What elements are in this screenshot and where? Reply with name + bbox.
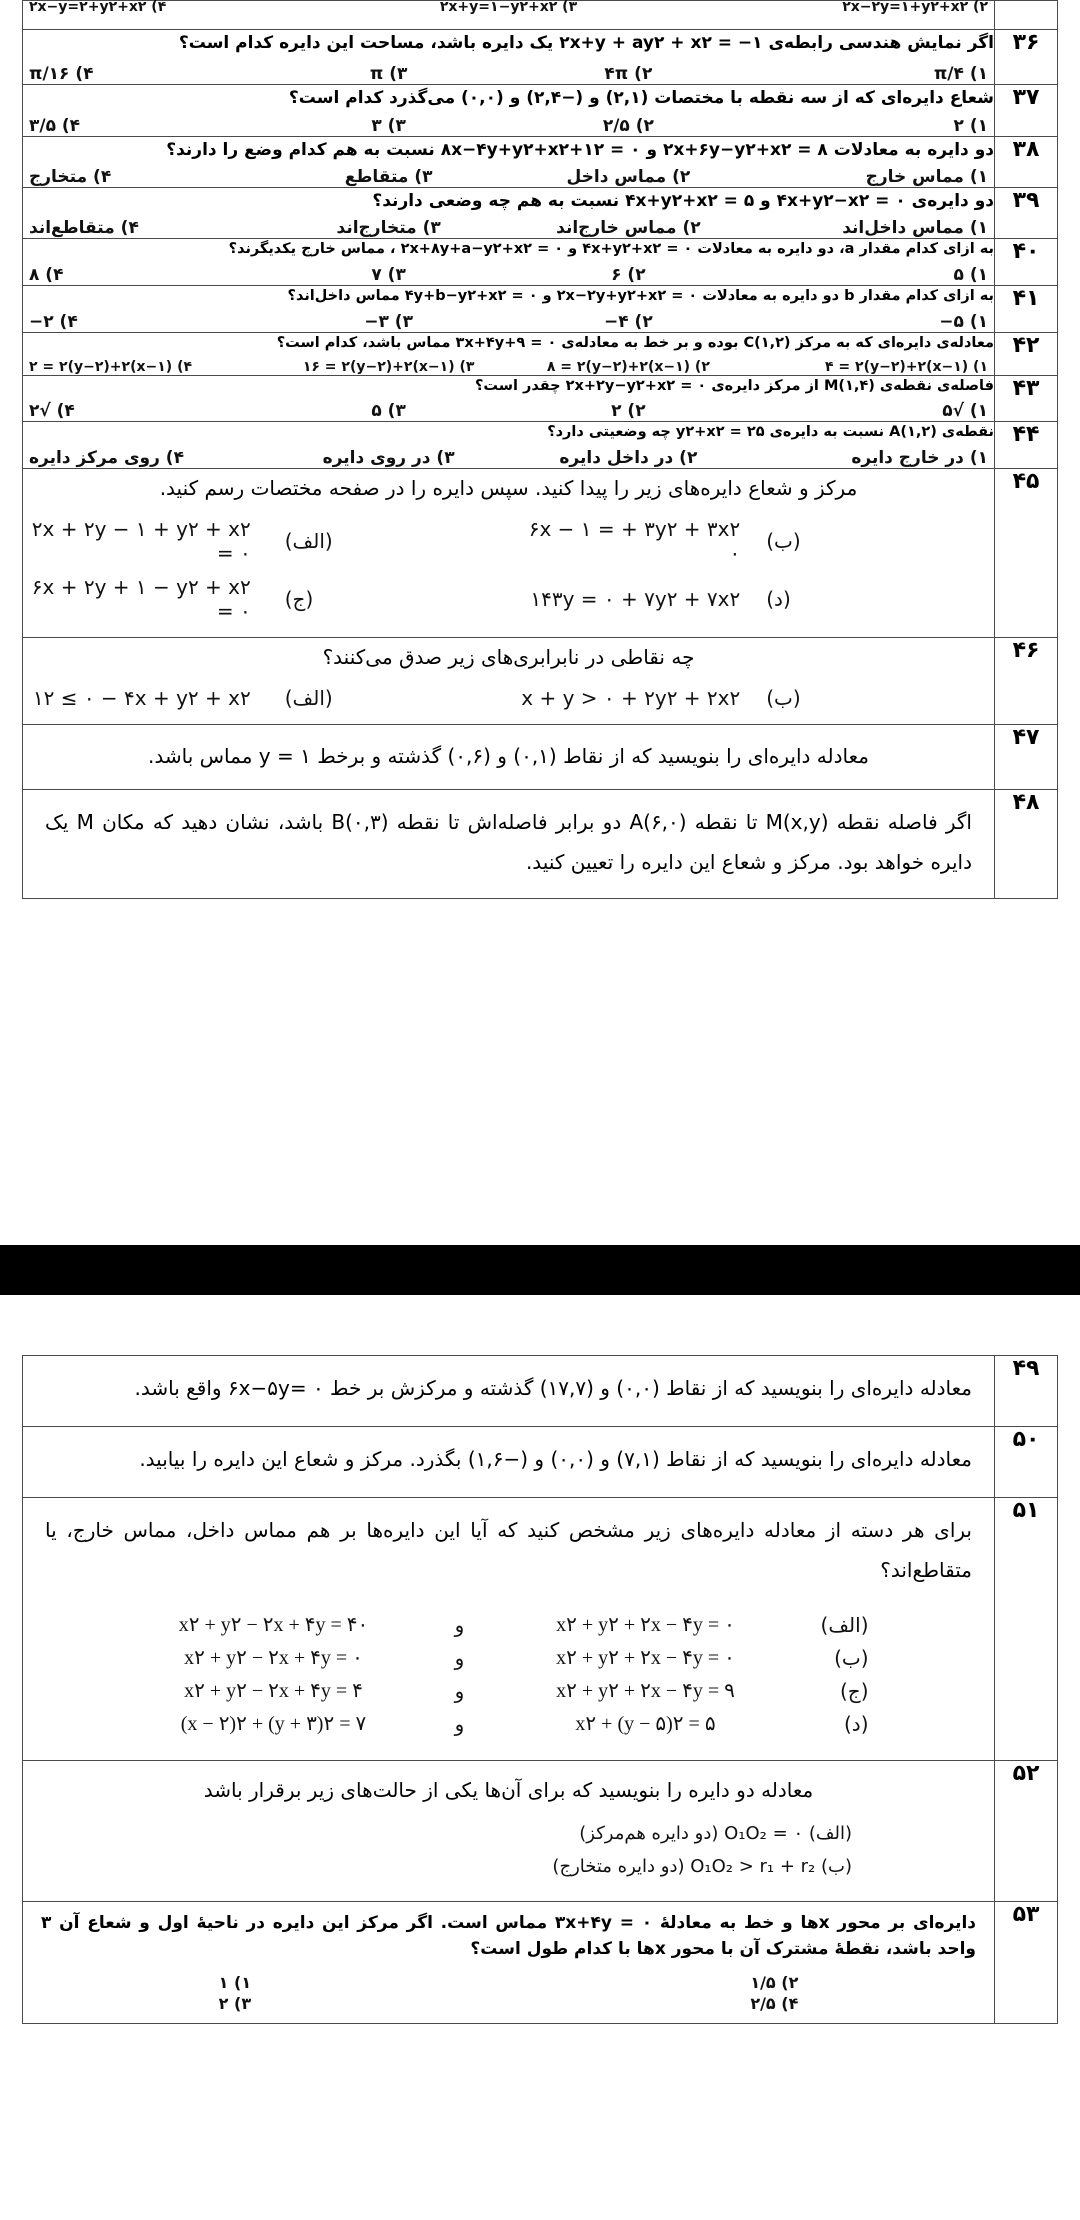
equation-item: ۷x٢ + ۷y٢ + ۱۴۳y = ۰ bbox=[530, 587, 741, 612]
question-stem: به ازای کدام مقدار b دو دایره به معادلات ۰ = x٢+y٢+۲x−۲y و ۰ = x٢+y٢−۴y+b مماس داخل‌اند؟ bbox=[287, 288, 994, 305]
pair-conjunction: و bbox=[454, 1645, 465, 1670]
option-item: ۲) در داخل دایره bbox=[559, 448, 698, 469]
equation-item: (ب) bbox=[766, 529, 801, 554]
table-row bbox=[23, 1427, 1058, 1498]
option-item: ۴) x٢+y٢+۲x−y=۲ bbox=[28, 0, 167, 15]
question-body bbox=[23, 1356, 995, 1427]
option-item: ۱) مماس خارج bbox=[865, 167, 988, 188]
option-item: ۲) ۴π bbox=[604, 64, 653, 85]
section-one bbox=[0, 0, 1058, 899]
table-row bbox=[23, 1498, 1058, 1761]
question-stem: برای هر دسته از معادله دایره‌های زیر مشخص کنید که آیا این دایره‌ها بر هم مماس داخل، مماس خارج، یا متقاطع‌اند؟ bbox=[45, 1518, 972, 1582]
question-body bbox=[23, 725, 995, 790]
question-number: ۴۴ bbox=[995, 422, 1058, 469]
option-item: ۴) ۸ bbox=[29, 265, 64, 286]
option-item: ۳) (x−۱)٢+(y−۲)٢ = ۱۶ bbox=[302, 358, 475, 375]
equation-pair bbox=[45, 1678, 972, 1703]
equation-item: (ج) bbox=[284, 587, 314, 612]
table-row bbox=[23, 1356, 1058, 1427]
question-stem: فاصله‌ی نقطه‌ی M(۱,۴) از مرکز دایره‌ی ۰ = x٢+y٢−۲x+۲y چقدر است؟ bbox=[474, 377, 994, 394]
equation-item: x٢ + ۴x + y٢ − ۱۲ ≤ ۰ bbox=[32, 686, 251, 711]
option-list bbox=[23, 312, 994, 332]
pair-equation-left: x٢ + y٢ + ۲x − ۴y = ۰ bbox=[556, 1614, 735, 1636]
pair-equation-right: x٢ + y٢ − ۲x + ۴y = ۴۰ bbox=[178, 1614, 369, 1636]
pair-equation-right: x٢ + y٢ − ۲x + ۴y = ۴ bbox=[184, 1680, 363, 1702]
option-item: ۲) ۶ bbox=[611, 265, 646, 286]
question-stem: چه نقاطی در نابرابری‌های زیر صدق می‌کنند؟ bbox=[322, 645, 695, 670]
question-stem: دو دایره به معادلات ۸ = x٢+y٢−۲x+۶y و ۰ = ۱۲+x٢+y٢+۸x−۴y نسبت به هم کدام وضع را دارند؟ bbox=[166, 139, 994, 160]
table-row bbox=[23, 188, 1058, 239]
option-item: ۴) √۲ bbox=[29, 401, 75, 422]
question-stem: دایره‌ای بر محور xها و خط به معادلهٔ ۰ = ۳x+۴y مماس است. اگر مرکز این دایره در ناحیهٔ اول و شعاع آن ۳ واحد باشد، نقطهٔ مشترک آن با محور xها با کدام طول است؟ bbox=[41, 1913, 977, 1960]
question-number: ۴۷ bbox=[995, 725, 1058, 790]
option-item: ۲) مماس خارج‌اند bbox=[556, 218, 701, 239]
pair-equation-left: x٢ + y٢ + ۲x − ۴y = ۰ bbox=[556, 1647, 735, 1669]
question-body bbox=[23, 1, 995, 30]
option-grid bbox=[41, 1973, 976, 2013]
pair-equation-left: x٢ + (y − ۵)٢ = ۵ bbox=[575, 1713, 716, 1735]
option-item: ۲) x٢+y٢+۲x−۲y=۱ bbox=[842, 0, 988, 15]
option-item: ۳) در روی دایره bbox=[322, 448, 455, 469]
option-item: ۱) ۲ bbox=[953, 115, 988, 136]
pair-conjunction: و bbox=[454, 1612, 465, 1637]
page-separator-band bbox=[0, 1245, 1080, 1295]
question-stem: اگر نمایش هندسی رابطه‌ی ۱− = x٢ + ay٢ + ۲x+y یک دایره باشد، مساحت این دایره کدام است؟ bbox=[178, 33, 994, 53]
option-list bbox=[23, 116, 994, 136]
equation-row bbox=[23, 517, 994, 565]
question-number: ۴۸ bbox=[995, 790, 1058, 899]
equation-item: ۲x٢ + ۲y٢ + x + y > ۰ bbox=[521, 686, 741, 711]
question-body bbox=[23, 1498, 995, 1761]
equation-item: (ب) bbox=[766, 686, 801, 711]
equation-item: x٢ + y٢ + ۲x + ۲y − ۱ = ۰ bbox=[31, 517, 251, 566]
pair-label: (د) bbox=[843, 1711, 869, 1736]
question-body bbox=[23, 188, 995, 239]
question-number: ۴۰ bbox=[995, 239, 1058, 286]
option-item: ۴) (x−۱)٢+(y−۲)٢ = ۲ bbox=[29, 358, 193, 375]
question-body bbox=[23, 1761, 995, 1902]
equation-item: x٢ + y٢ − ۶x + ۲y + ۱ = ۰ bbox=[31, 575, 251, 624]
question-body bbox=[23, 790, 995, 899]
equation-item: ۳x٢ + ۳y٢ + ۶x − ۱ = ۰ bbox=[528, 517, 741, 566]
option-item: ۲) (x−۱)٢+(y−۲)٢ = ۸ bbox=[546, 358, 710, 375]
question-body bbox=[23, 239, 995, 286]
question-stem: معادله دایره‌ای را بنویسید که از نقاط (۷,۱) و (۰,۰) و (−۱,۶) بگذرد. مرکز و شعاع این دایره را بیابید. bbox=[139, 1447, 972, 1471]
question-body bbox=[23, 422, 995, 469]
questions-table-2 bbox=[22, 1355, 1058, 2024]
question-number: ۵۰ bbox=[995, 1427, 1058, 1498]
equation-pair bbox=[45, 1711, 972, 1736]
question-number bbox=[995, 1, 1058, 30]
option-item: ۲) ۲ bbox=[611, 401, 646, 422]
question-stem: دو دایره‌ی ۰ = x٢−۴x+y٢ و ۵ = x٢+۴x+y٢ نسبت به هم چه وضعی دارند؟ bbox=[372, 191, 994, 212]
table-row bbox=[23, 239, 1058, 286]
option-item: ۳) ۳− bbox=[364, 311, 413, 332]
question-body bbox=[23, 30, 995, 85]
question-stem: معادله دایره‌ای را بنویسید که از نقاط (۰,۱) و (۰,۶) گذشته و برخط ۱ = y مماس باشد. bbox=[148, 744, 869, 769]
question-number: ۳۷ bbox=[995, 85, 1058, 136]
pair-label: (ج) bbox=[839, 1678, 869, 1703]
table-row bbox=[23, 422, 1058, 469]
option-item: ۱) در خارج دایره bbox=[851, 448, 988, 469]
pair-label: (الف) bbox=[820, 1612, 869, 1637]
option-item: ۳) ۳ bbox=[371, 115, 406, 136]
pair-conjunction: و bbox=[454, 1711, 465, 1736]
option-item: ۱) مماس داخل‌اند bbox=[842, 218, 988, 239]
option-item: ۲) ۴− bbox=[604, 311, 653, 332]
equation-pair bbox=[45, 1645, 972, 1670]
option-list bbox=[23, 448, 994, 468]
option-grid-row bbox=[219, 1973, 799, 1992]
option-item: ۱) ۱ bbox=[218, 1972, 252, 1992]
section-two bbox=[0, 1355, 1058, 2024]
question-number: ۳۸ bbox=[995, 136, 1058, 187]
option-list bbox=[23, 218, 994, 238]
question-number: ۴۱ bbox=[995, 286, 1058, 333]
option-list bbox=[23, 0, 994, 15]
pair-equation-left: x٢ + y٢ + ۲x − ۴y = ۹ bbox=[556, 1680, 735, 1702]
table-row bbox=[23, 1, 1058, 30]
table-row bbox=[23, 136, 1058, 187]
pair-equation-right: x٢ + y٢ − ۲x + ۴y = ۰ bbox=[184, 1647, 363, 1669]
question-stem: شعاع دایره‌ای که از سه نقطه با مختصات (۲,۱) و (−۲,۴) و (۰,۰) می‌گذرد کدام است؟ bbox=[288, 88, 994, 109]
pair-conjunction: و bbox=[454, 1678, 465, 1703]
option-item: ۲) ۲/۵ bbox=[602, 115, 654, 136]
option-item: ۴) ۲− bbox=[29, 311, 78, 332]
question-number: ۵۳ bbox=[995, 1902, 1058, 2024]
table-row bbox=[23, 1902, 1058, 2024]
question-number: ۴۶ bbox=[995, 638, 1058, 725]
question-stem: مرکز و شعاع دایره‌های زیر را پیدا کنید. سپس دایره را در صفحه مختصات رسم کنید. bbox=[159, 476, 858, 501]
question-stem: به ازای کدام مقدار a، دو دایره به معادلات ۰ = x٢+y٢+۴x و ۰ = x٢+y٢−۲x+۸y+a ، مماس خارج یکدیگرند؟ bbox=[228, 241, 994, 258]
option-item: ۴) π/۱۶ bbox=[29, 64, 94, 85]
question-body bbox=[23, 286, 995, 333]
option-item: ۴) متقاطع‌اند bbox=[29, 218, 139, 239]
question-body bbox=[23, 375, 995, 422]
equation-pair bbox=[45, 1612, 972, 1637]
question-stem: معادله دایره‌ای را بنویسید که از نقاط (۰,۰) و (۱۷,۷) گذشته و مرکزش بر خط ۰ =۶x−۵y واقع باشد. bbox=[134, 1376, 972, 1400]
option-item: ۳) π bbox=[369, 64, 408, 85]
equation-row bbox=[23, 575, 994, 623]
question-body bbox=[23, 136, 995, 187]
table-row bbox=[23, 332, 1058, 375]
option-item: ۴) روی مرکز دایره bbox=[29, 448, 184, 469]
table-row bbox=[23, 790, 1058, 899]
question-body bbox=[23, 638, 995, 725]
table-row bbox=[23, 286, 1058, 333]
equation-item: (الف) bbox=[284, 686, 333, 711]
question-body bbox=[23, 1427, 995, 1498]
question-stem: نقطه‌ی A(۱,۲) نسبت به دایره‌ی ۲۵ = x٢+y٢ چه وضعیتی دارد؟ bbox=[547, 424, 994, 441]
option-item: ۳) متقاطع bbox=[344, 167, 433, 188]
pair-equation-right: (x − ۲)٢ + (y + ۳)٢ = ۷ bbox=[180, 1713, 367, 1735]
question-number: ۵۱ bbox=[995, 1498, 1058, 1761]
condition-item: (الف) ۰ = O₁O₂ (دو دایره هم‌مرکز) bbox=[579, 1823, 852, 1844]
option-item: ۳) ۷ bbox=[371, 265, 406, 286]
option-item: ۴) ۳/۵ bbox=[29, 115, 81, 136]
option-item: ۱) (x−۱)٢+(y−۲)٢ = ۴ bbox=[824, 358, 988, 375]
equation-item: (د) bbox=[766, 587, 791, 612]
question-number: ۴۳ bbox=[995, 375, 1058, 422]
question-number: ۴۹ bbox=[995, 1356, 1058, 1427]
table-row bbox=[23, 85, 1058, 136]
option-item: ۱) π/۴ bbox=[933, 64, 988, 85]
question-number: ۳۶ bbox=[995, 30, 1058, 85]
table-row bbox=[23, 375, 1058, 422]
option-item: ۲) مماس داخل bbox=[566, 167, 691, 188]
question-number: ۴۲ bbox=[995, 332, 1058, 375]
questions-table-1 bbox=[22, 0, 1058, 899]
question-stem: اگر فاصله نقطه M(x,y) تا نقطه (۶,۰)A دو برابر فاصله‌اش تا نقطه (۰,۳)B باشد، نشان دهید که مکان M یک دایره خواهد بود. مرکز و شعاع این دایره را تعیین کنید. bbox=[45, 810, 972, 875]
option-list bbox=[23, 401, 994, 421]
option-item: ۳) x٢+y٢−۲x+y=۱ bbox=[439, 0, 578, 15]
question-number: ۴۵ bbox=[995, 469, 1058, 638]
table-row bbox=[23, 725, 1058, 790]
option-list bbox=[23, 265, 994, 285]
table-row bbox=[23, 638, 1058, 725]
question-body bbox=[23, 1902, 995, 2024]
option-list bbox=[23, 359, 994, 375]
option-grid-row bbox=[219, 1994, 799, 2013]
table-row bbox=[23, 30, 1058, 85]
option-item: ۱) ۵− bbox=[939, 311, 988, 332]
question-body bbox=[23, 85, 995, 136]
table-row bbox=[23, 1761, 1058, 1902]
option-item: ۲) ۱/۵ bbox=[750, 1972, 799, 1992]
question-body bbox=[23, 469, 995, 638]
question-number: ۵۲ bbox=[995, 1761, 1058, 1902]
option-item: ۴) متخارج bbox=[29, 167, 112, 188]
equation-item: (الف) bbox=[284, 529, 333, 554]
question-number: ۳۹ bbox=[995, 188, 1058, 239]
option-list bbox=[23, 167, 994, 187]
option-item: ۳) ۲ bbox=[218, 1993, 252, 2013]
question-body bbox=[23, 332, 995, 375]
table-row bbox=[23, 469, 1058, 638]
question-stem: معادله دو دایره را بنویسید که برای آن‌ها یکی از حالت‌های زیر برقرار باشد bbox=[203, 1778, 814, 1802]
option-item: ۳) متخارج‌اند bbox=[336, 218, 441, 239]
option-item: ۱) ۵ bbox=[953, 265, 988, 286]
option-item: ۱) √۵ bbox=[942, 401, 988, 422]
pair-label: (ب) bbox=[834, 1645, 869, 1670]
question-stem: معادله‌ی دایره‌ای که به مرکز C(۱,۲) بوده و بر خط به معادله‌ی ۰ = ۹+۳x+۴y مماس باشد، کدام است؟ bbox=[276, 334, 994, 351]
option-list bbox=[23, 64, 994, 84]
condition-item: (ب) O₁O₂ > r₁ + r₂ (دو دایره متخارج) bbox=[552, 1856, 852, 1877]
equation-row bbox=[23, 686, 994, 710]
option-item: ۴) ۲/۵ bbox=[750, 1993, 799, 2013]
option-item: ۳) ۵ bbox=[371, 401, 406, 422]
